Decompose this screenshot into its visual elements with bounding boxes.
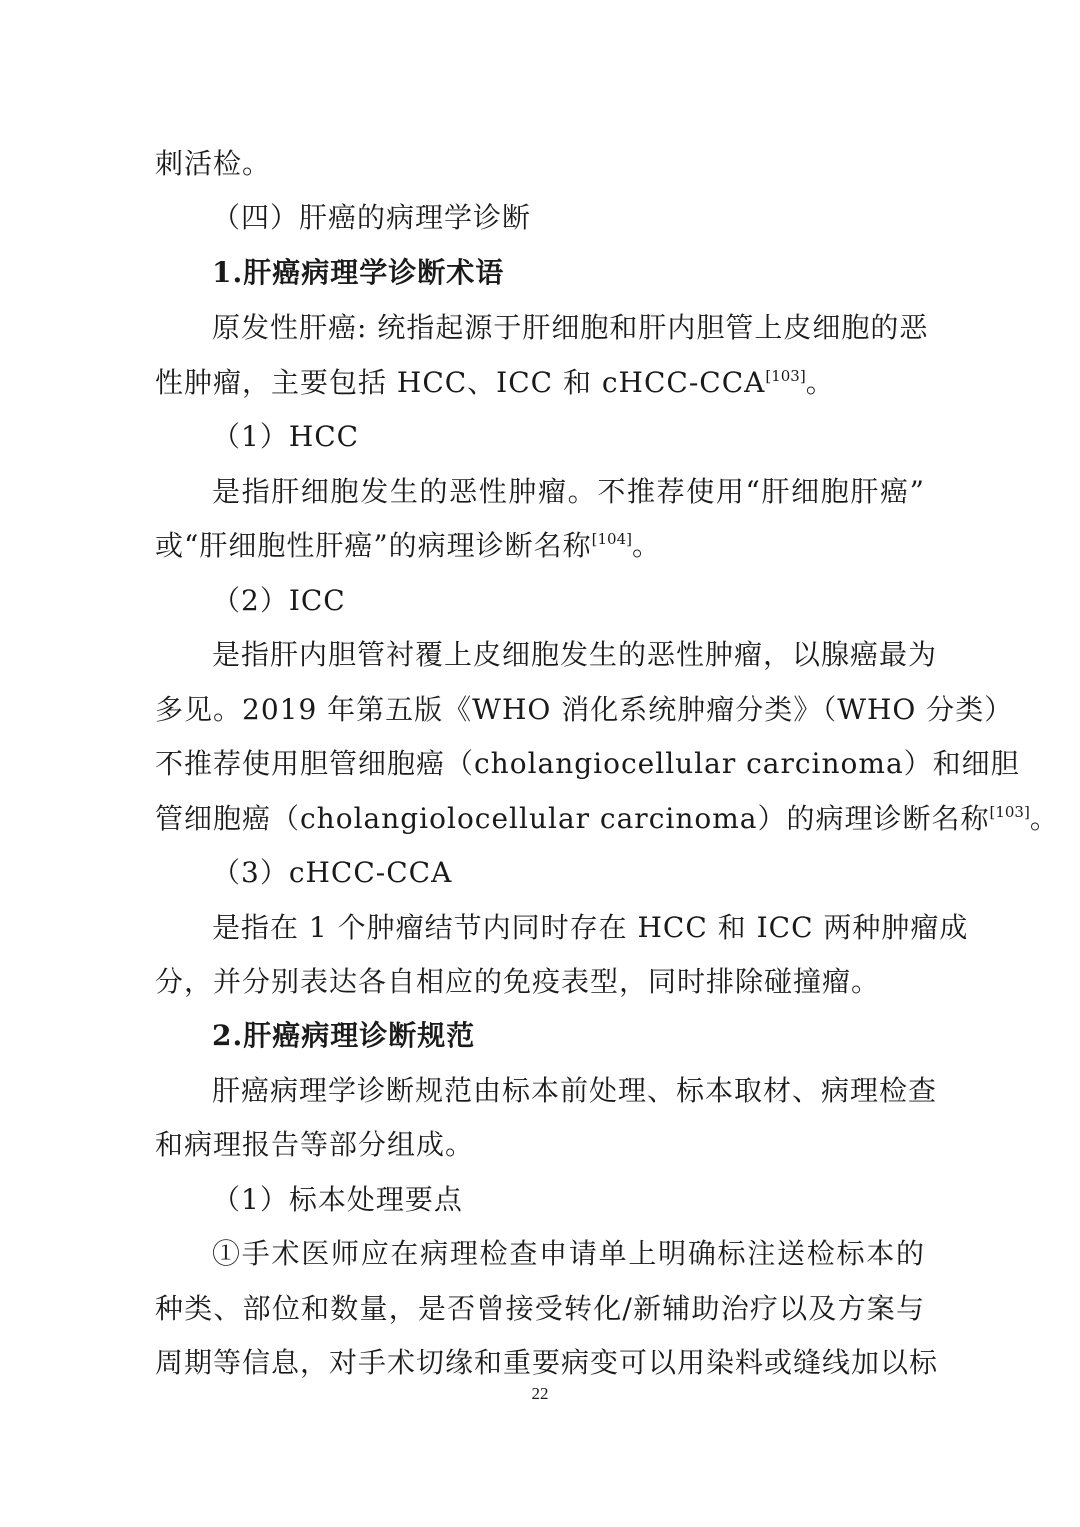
text-line: 不推荐使用胆管细胞癌（cholangiocellular carcinoma）和细胆 [155,747,1020,780]
text-line: 分，并分别表达各自相应的免疫表型，同时排除碰撞瘤。 [155,965,881,998]
text-line: 管细胞癌（cholangiolocellular carcinoma）的病理诊断名称[103]。 [155,802,1059,835]
text-line: 种类、部位和数量，是否曾接受转化/新辅助治疗以及方案与 [155,1292,925,1325]
item-heading: （1）HCC [212,420,360,453]
text-line: 是指在 1 个肿瘤结节内同时存在 HCC 和 ICC 两种肿瘤成 [212,911,969,944]
text-line: 肝癌病理学诊断规范由标本前处理、标本取材、病理检查 [212,1074,938,1107]
text-line: 和病理报告等部分组成。 [155,1128,475,1161]
citation-ref: [103] [765,367,806,385]
section-heading: （四）肝癌的病理学诊断 [212,201,532,234]
text-line: 是指肝内胆管衬覆上皮细胞发生的恶性肿瘤，以腺癌最为 [212,638,938,671]
text-line: 周期等信息，对手术切缘和重要病变可以用染料或缝线加以标 [155,1346,939,1379]
text-line: 是指肝细胞发生的恶性肿瘤。不推荐使用“肝细胞肝癌” [212,475,925,508]
text-line: 多见。2019 年第五版《WHO 消化系统肿瘤分类》（WHO 分类） [155,693,1014,726]
citation-ref: [103] [989,803,1030,821]
page-number: 22 [531,1384,549,1403]
text-line: 刺活检。 [155,147,272,180]
subsection-heading: 1.肝癌病理学诊断术语 [212,256,505,289]
text-line: 原发性肝癌: 统指起源于肝细胞和肝内胆管上皮细胞的恶 [212,311,929,344]
item-heading: （2）ICC [212,584,346,617]
text-line: 性肿瘤，主要包括 HCC、ICC 和 cHCC-CCA[103]。 [155,366,835,399]
text-line: 或“肝细胞性肝癌”的病理诊断名称[104]。 [155,529,661,562]
subsection-heading: 2.肝癌病理诊断规范 [212,1019,476,1052]
item-heading: （3）cHCC-CCA [212,856,453,889]
citation-ref: [104] [591,530,632,548]
item-heading: （1）标本处理要点 [212,1183,463,1216]
text-line: ①手术医师应在病理检查申请单上明确标注送检标本的 [212,1237,925,1270]
